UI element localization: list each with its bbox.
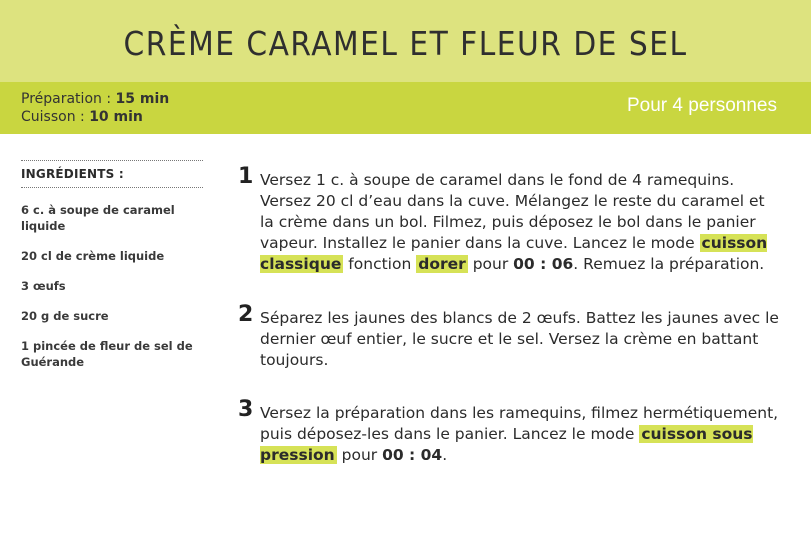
step-number: 3	[238, 397, 254, 422]
ingredients-heading: INGRÉDIENTS :	[21, 167, 124, 181]
step-text-part: . Remuez la préparation.	[573, 255, 765, 273]
divider	[21, 187, 203, 188]
ingredients-list	[21, 202, 203, 370]
servings: Pour 4 personnes	[627, 95, 777, 116]
cook-time	[21, 108, 169, 126]
cook-value: 10 min	[89, 109, 143, 125]
highlight-function: dorer	[418, 255, 466, 273]
step-text-part: Versez 1 c. à soupe de caramel dans le fond de 4 ramequins. Versez 20 cl d’eau dans la cuve. Mélangez le reste du caramel et la crème dans un bol. Filmez, puis déposez le bol dans le panier vapeur. Installez le panier dans la cuve. Lancez le mode	[260, 171, 765, 252]
ingredient-item: 3 œufs	[21, 279, 66, 293]
info-band	[0, 82, 811, 134]
step-text	[260, 170, 783, 275]
ingredient-item: 20 cl de crème liquide	[21, 249, 165, 263]
cook-duration: 00 : 04	[382, 446, 443, 464]
ingredient-item: 1 pincée de fleur de sel de Guérande	[21, 339, 193, 369]
cook-label: Cuisson :	[21, 109, 90, 125]
step-text-part: Séparez les jaunes des blancs de 2 œufs. Battez les jaunes avec le dernier œuf entier, le sucre et le sel. Versez la crème en battant toujours.	[260, 309, 779, 369]
step-text-part: Versez la préparation dans les ramequins, filmez hermétiquement, puis déposez-les dans le panier. Lancez le mode	[260, 404, 779, 443]
highlight-mode: cuisson sous pression	[260, 425, 753, 464]
prep-value: 15 min	[115, 91, 170, 107]
ingredients-panel	[21, 160, 203, 370]
step-3	[238, 397, 783, 466]
cook-duration: 00 : 06	[513, 255, 574, 273]
step-text-part: fonction	[343, 255, 417, 273]
step-text-part: pour	[467, 255, 514, 273]
step-text-part: .	[442, 446, 448, 464]
ingredient-item: 6 c. à soupe de caramel liquide	[21, 203, 175, 233]
recipe-times	[21, 90, 169, 126]
ingredient-item: 20 g de sucre	[21, 309, 109, 323]
step-text	[260, 308, 783, 371]
prep-time	[21, 90, 169, 108]
step-text-part: pour	[336, 446, 383, 464]
prep-label: Préparation :	[21, 91, 116, 107]
recipe-title: CRÈME CARAMEL ET FLEUR DE SEL	[123, 23, 688, 63]
step-text	[260, 403, 783, 466]
step-1	[238, 164, 783, 275]
step-number: 2	[238, 302, 254, 327]
highlight-mode: cuisson classique	[260, 234, 768, 273]
step-number: 1	[238, 164, 254, 189]
step-2	[238, 302, 783, 371]
title-band	[0, 0, 811, 82]
